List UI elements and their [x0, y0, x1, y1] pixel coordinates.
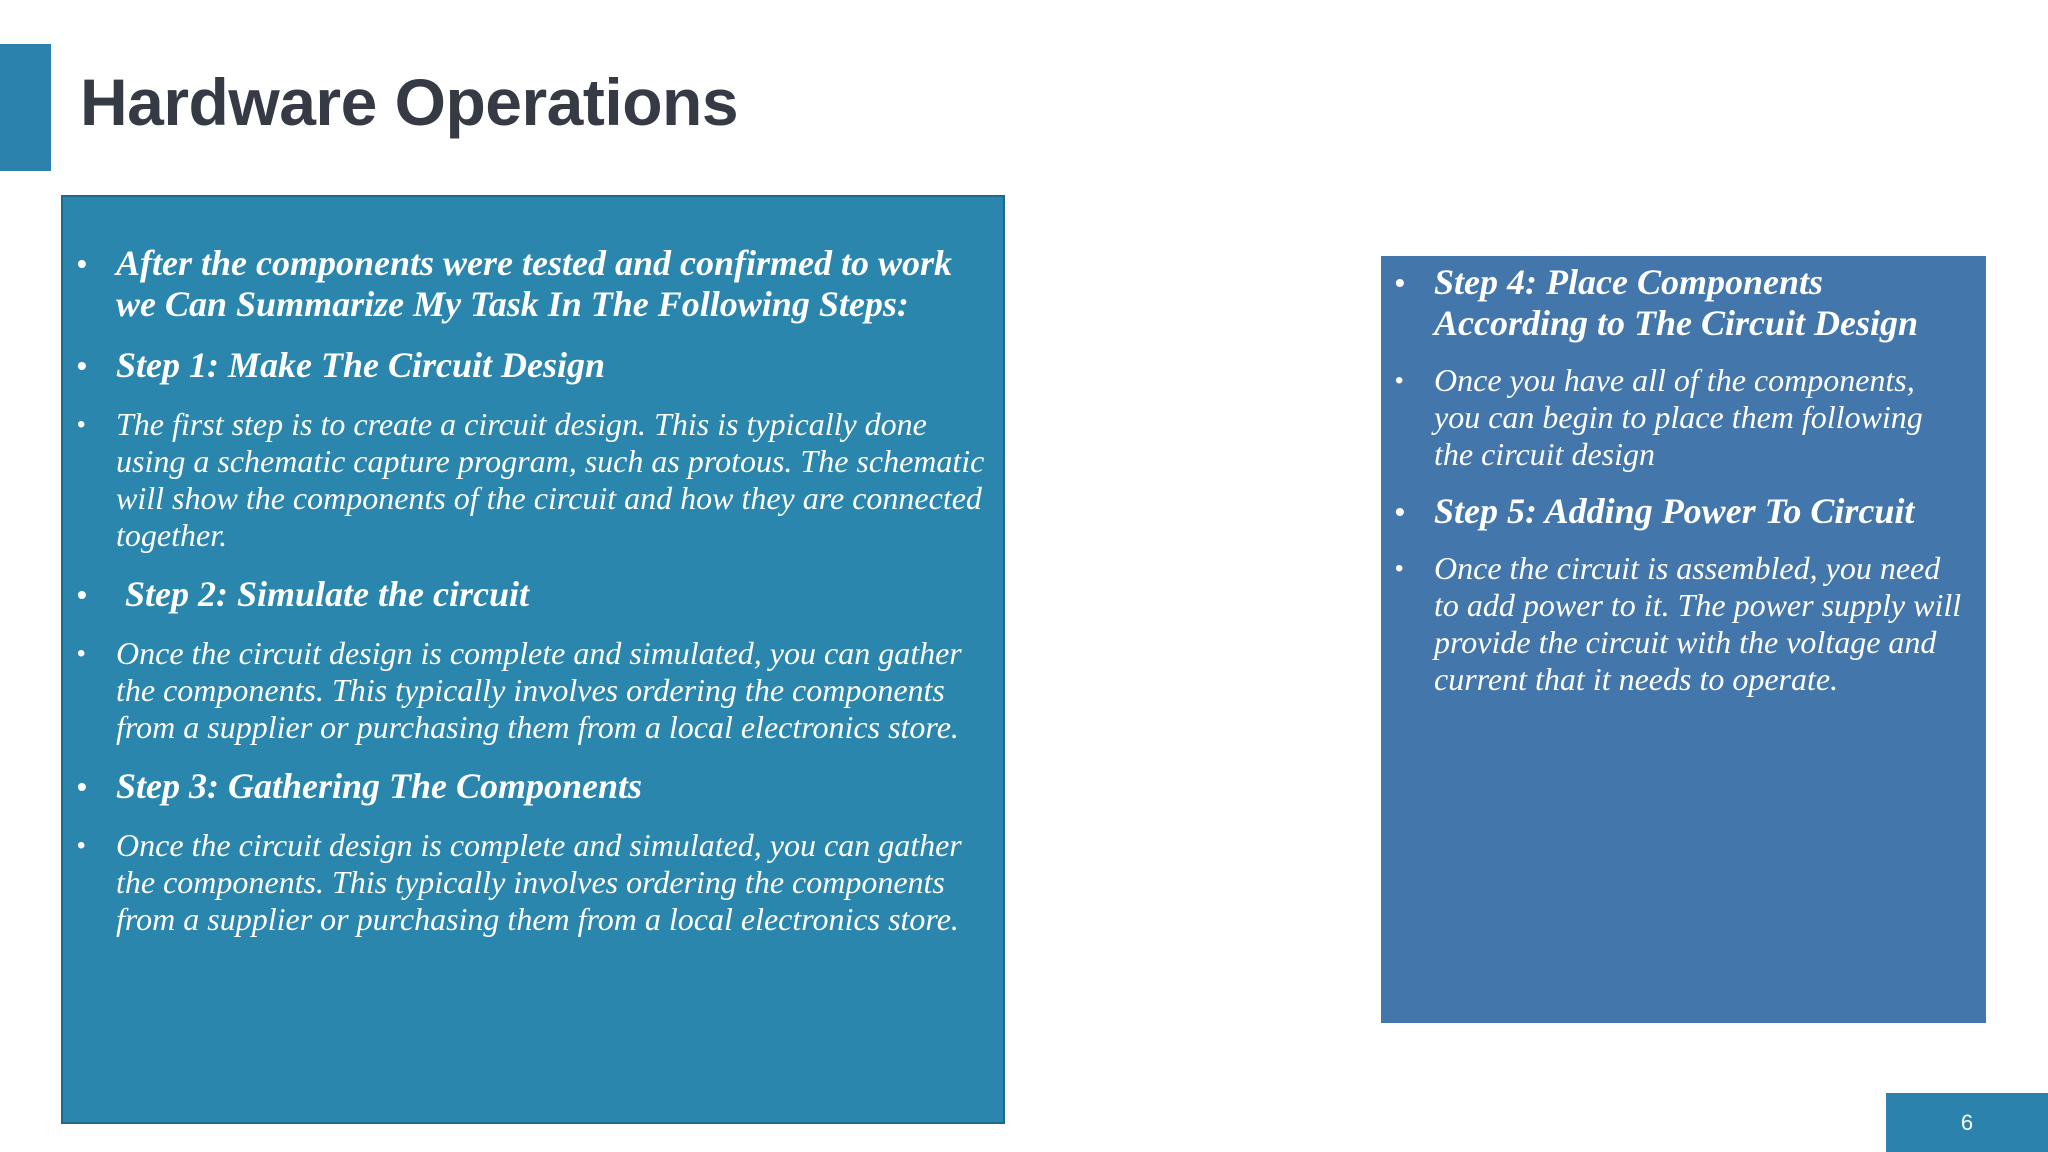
- step-2-description: • Once the circuit design is complete and simulated, you can gather the components. This typically involves ordering the components from a supplier or purchasing them from a local electronics store.: [77, 635, 995, 746]
- page-number: 6: [1960, 1109, 1974, 1135]
- slide-title: Hardware Operations: [80, 65, 739, 139]
- left-bullet-list: [77, 243, 995, 938]
- left-steps-box: [61, 195, 1005, 1124]
- step-3-heading: • Step 3: Gathering The Components: [77, 766, 995, 807]
- step-4-description: • Once you have all of the components, you can begin to place them following the circuit design: [1395, 362, 1966, 473]
- step-5-description: • Once the circuit is assembled, you need to add power to it. The power supply will provide the circuit with the voltage and current that it needs to operate.: [1395, 550, 1966, 698]
- step-2-heading: [77, 574, 995, 615]
- step-2-heading-text: Step 2: Simulate the circuit: [125, 574, 530, 614]
- right-bullet-list: [1395, 262, 1966, 698]
- step-3-description: • Once the circuit design is complete and simulated, you can gather the components. This typically involves ordering the components from a supplier or purchasing them from a local electronics store.: [77, 827, 995, 938]
- step-5-heading: • Step 5: Adding Power To Circuit: [1395, 491, 1966, 532]
- step-4-heading: • Step 4: Place Components According to The Circuit Design: [1395, 262, 1966, 344]
- title-accent-bar: [0, 44, 51, 171]
- step-1-heading: • Step 1: Make The Circuit Design: [77, 345, 995, 386]
- page-number-badge: [1886, 1093, 2048, 1152]
- step-1-description: • The first step is to create a circuit design. This is typically done using a schematic capture program, such as protous. The schematic will show the components of the circuit and how they are connected together.: [77, 406, 995, 554]
- intro-bullet: • After the components were tested and confirmed to work we Can Summarize My Task In The Following Steps:: [77, 243, 995, 325]
- right-steps-box: [1381, 256, 1986, 1023]
